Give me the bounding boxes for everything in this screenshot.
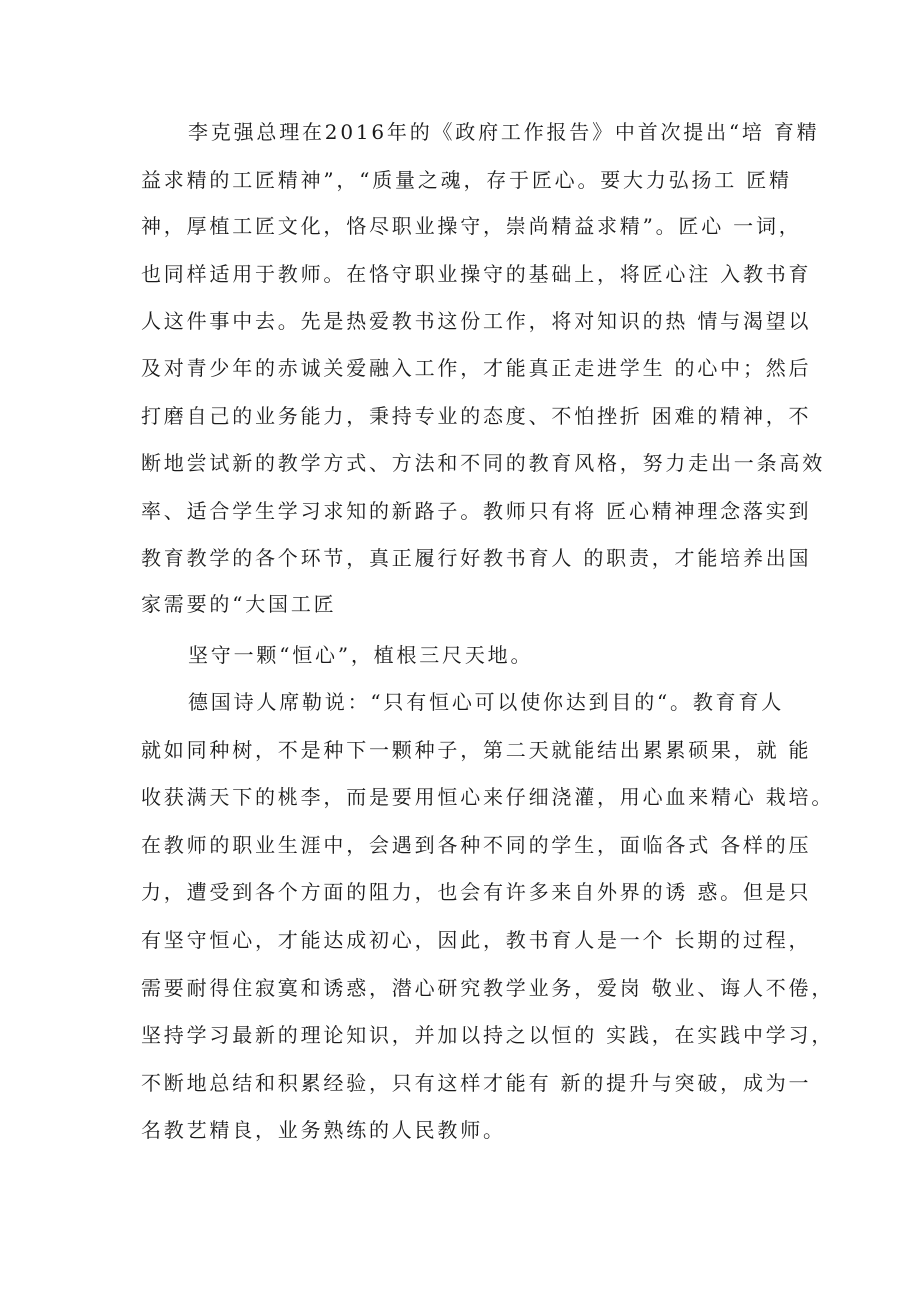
paragraph-1-line-11: 家需要的“大国工匠: [141, 592, 337, 616]
paragraph-1-line-3: 神，厚植工匠文化，恪尽职业操守，崇尚精益求精”。匠心 一词，: [141, 214, 802, 238]
paragraph-2-line-3: 收获满天下的桃李，而是要用恒心来仔细浇灌，用心血来精心 栽培。: [141, 785, 835, 809]
paragraph-2-line-1: 德国诗人席勒说：“只有恒心可以使你达到目的“。教育育人: [188, 690, 785, 714]
paragraph-1-line-8: 断地尝试新的教学方式、方法和不同的教育风格，努力走出一条高效: [141, 451, 825, 475]
paragraph-1-line-4: 也同样适用于教师。在恪守职业操守的基础上，将匠心注 入教书育: [141, 262, 812, 286]
paragraph-2-line-6: 有坚守恒心，才能达成初心，因此，教书育人是一个 长期的过程，: [141, 928, 812, 952]
paragraph-1-line-10: 教育教学的各个环节，真正履行好教书育人 的职责，才能培养出国: [141, 546, 812, 570]
paragraph-1-line-5: 人这件事中去。先是热爱教书这份工作，将对知识的热 情与渴望以: [141, 309, 812, 333]
paragraph-1-line-9: 率、适合学生学习求知的新路子。教师只有将 匠心精神理念落实到: [141, 499, 812, 523]
paragraph-2-line-8: 坚持学习最新的理论知识，并加以持之以恒的 实践，在实践中学习，: [141, 1023, 835, 1047]
paragraph-1-line-2: 益求精的工匠精神”，“质量之魂，存于匠心。要大力弘扬工 匠精: [141, 168, 792, 192]
paragraph-2-line-9: 不断地总结和积累经验，只有这样才能有 新的提升与突破，成为一: [141, 1071, 812, 1095]
paragraph-2-line-7: 需要耐得住寂寞和诱惑，潜心研究教学业务，爱岗 敬业、诲人不倦，: [141, 976, 835, 1000]
paragraph-2-line-10: 名教艺精良，业务熟练的人民教师。: [141, 1118, 506, 1142]
paragraph-2-line-4: 在教师的职业生涯中，会遇到各种不同的学生，面临各式 各样的压: [141, 833, 812, 857]
paragraph-2-line-2: 就如同种树，不是种下一颗种子，第二天就能结出累累硕果，就 能: [141, 738, 812, 762]
paragraph-1-line-7: 打磨自己的业务能力，秉持专业的态度、不怕挫折 困难的精神，不: [141, 404, 812, 428]
paragraph-1-line-1: 李克强总理在2016年的《政府工作报告》中首次提出“培 育精: [188, 120, 820, 144]
paragraph-1-line-6: 及对青少年的赤诚关爱融入工作，才能真正走进学生 的心中；然后: [141, 356, 812, 380]
paragraph-2-line-5: 力，遭受到各个方面的阻力，也会有许多来自外界的诱 惑。但是只: [141, 880, 812, 904]
section-heading: 坚守一颗“恒心”，植根三尺天地。: [188, 643, 534, 667]
